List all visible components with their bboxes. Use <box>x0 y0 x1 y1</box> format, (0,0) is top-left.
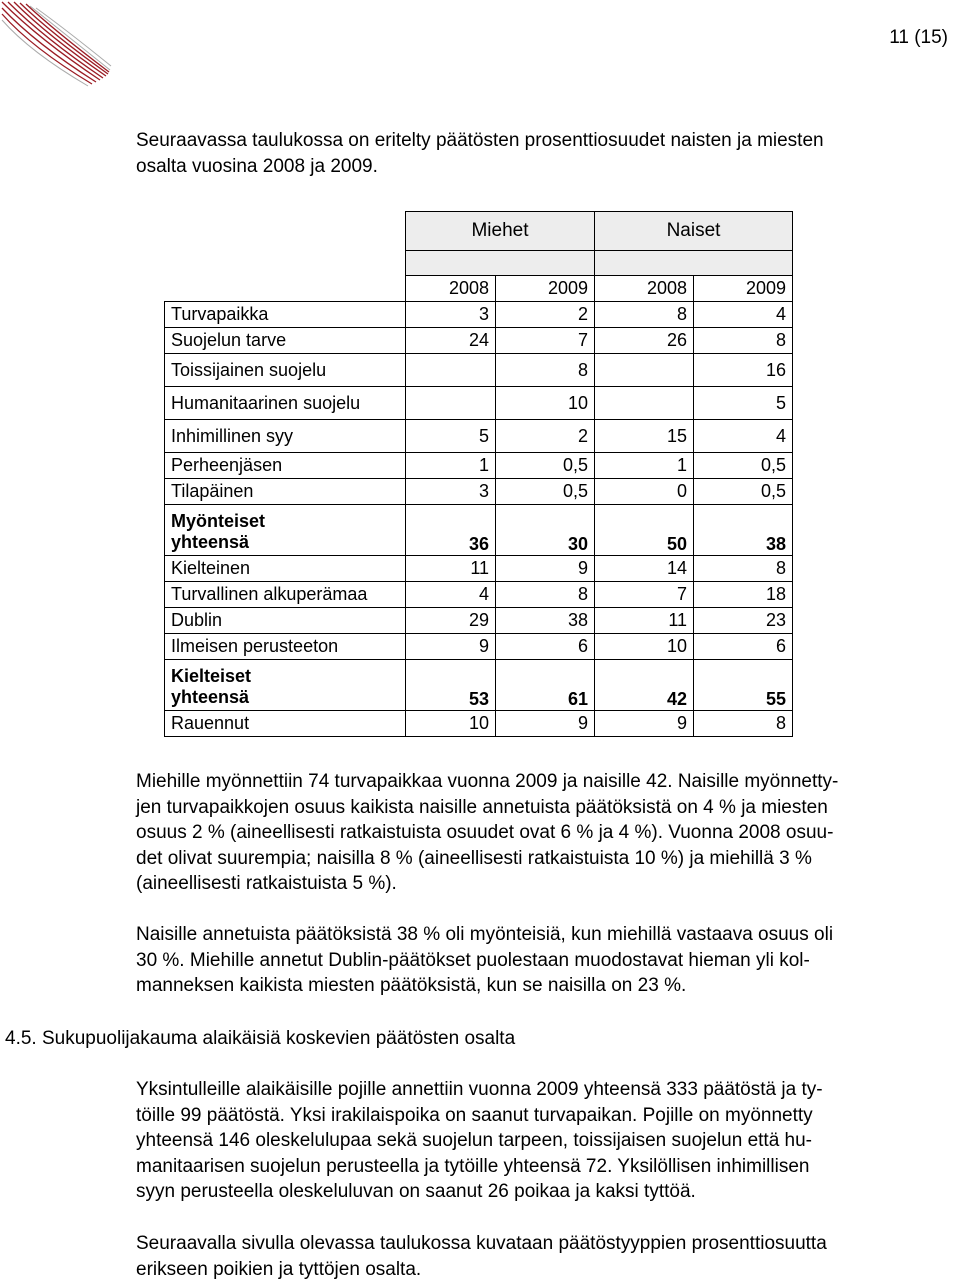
table-row <box>165 608 793 634</box>
table-cell: 16 <box>694 354 793 387</box>
text-line: yhteensä 146 oleskelulupaa sekä suojelun tarpeen, toissijaisen suojelun että hu- <box>136 1130 813 1151</box>
table-cell: 8 <box>694 328 793 354</box>
table-cell: 50 <box>595 505 694 556</box>
table-row <box>165 354 793 387</box>
table-cell: 53 <box>406 660 496 711</box>
row-label: Perheenjäsen <box>165 453 406 479</box>
table-cell: 6 <box>496 634 595 660</box>
body-paragraph <box>136 1077 948 1205</box>
table-cell: 0,5 <box>694 479 793 505</box>
table-cell <box>406 387 496 420</box>
table-cell: 8 <box>496 354 595 387</box>
table-cell: 5 <box>406 420 496 453</box>
text-line: Yksintulleille alaikäisille pojille annettiin vuonna 2009 yhteensä 333 päätöstä ja ty- <box>136 1079 823 1100</box>
row-label: Turvapaikka <box>165 302 406 328</box>
year-header: 2009 <box>496 276 595 302</box>
table-group-header-row <box>165 212 793 251</box>
table-cell: 3 <box>406 302 496 328</box>
table-row <box>165 453 793 479</box>
table-row <box>165 328 793 354</box>
table-row <box>165 634 793 660</box>
text-line: manneksen kaikista miesten päätöksistä, kun se naisilla on 23 %. <box>136 975 687 996</box>
row-label: Kielteinen <box>165 556 406 582</box>
table-cell: 8 <box>694 711 793 737</box>
table-cell: 15 <box>595 420 694 453</box>
body-paragraph <box>136 1231 948 1282</box>
table-cell: 30 <box>496 505 595 556</box>
year-header: 2008 <box>406 276 496 302</box>
decisions-table <box>164 211 793 737</box>
column-group-men: Miehet <box>406 212 595 251</box>
text-line: det olivat suurempia; naisilla 8 % (aineellisesti ratkaistuista 10 %) ja miehillä 3 % <box>136 847 812 869</box>
table-row <box>165 556 793 582</box>
table-cell: 8 <box>694 556 793 582</box>
table-cell: 0,5 <box>694 453 793 479</box>
table-row <box>165 387 793 420</box>
table-cell: 2 <box>496 302 595 328</box>
section-heading: 4.5. Sukupuolijakauma alaikäisiä koskevien päätösten osalta <box>5 1028 516 1049</box>
table-cell <box>595 387 694 420</box>
table-cell: 0,5 <box>496 479 595 505</box>
table-cell: 2 <box>496 420 595 453</box>
row-label: Tilapäinen <box>165 479 406 505</box>
table-cell: 18 <box>694 582 793 608</box>
table-cell: 1 <box>595 453 694 479</box>
text-line: manitaarisen suojelun perusteella ja tytöille yhteensä 72. Yksilöllisen inhimillisen <box>136 1155 810 1177</box>
table-cell: 10 <box>595 634 694 660</box>
table-cell: 4 <box>406 582 496 608</box>
table-row <box>165 582 793 608</box>
row-label: Inhimillinen syy <box>165 420 406 453</box>
table-cell: 8 <box>496 582 595 608</box>
table-cell: 11 <box>406 556 496 582</box>
logo-icon <box>0 0 112 90</box>
table-cell: 4 <box>694 420 793 453</box>
text-line: erikseen poikien ja tyttöjen osalta. <box>136 1258 422 1280</box>
text-line: osuus 2 % (aineellisesti ratkaistuista osuudet ovat 6 % ja 4 %). Vuonna 2008 osuu- <box>136 822 834 843</box>
table-cell: 61 <box>496 660 595 711</box>
text-line: osalta vuosina 2008 ja 2009. <box>136 155 378 177</box>
row-label: Ilmeisen perusteeton <box>165 634 406 660</box>
table-cell: 10 <box>406 711 496 737</box>
table-cell: 7 <box>595 582 694 608</box>
table-cell: 9 <box>496 556 595 582</box>
table-cell: 55 <box>694 660 793 711</box>
table-row <box>165 711 793 737</box>
table-cell: 3 <box>406 479 496 505</box>
table-cell <box>595 354 694 387</box>
row-label-line: Kielteiset <box>171 666 252 686</box>
row-label-line: Myönteiset <box>171 511 266 531</box>
table-cell: 1 <box>406 453 496 479</box>
table-cell: 0 <box>595 479 694 505</box>
table-cell: 6 <box>694 634 793 660</box>
intro-paragraph <box>136 128 948 179</box>
table-cell: 0,5 <box>496 453 595 479</box>
table-cell: 23 <box>694 608 793 634</box>
table-cell: 7 <box>496 328 595 354</box>
table-cell: 9 <box>406 634 496 660</box>
row-label: Toissijainen suojelu <box>165 354 406 387</box>
table-cell: 11 <box>595 608 694 634</box>
table-cell: 10 <box>496 387 595 420</box>
row-label: Rauennut <box>165 711 406 737</box>
table-cell: 9 <box>595 711 694 737</box>
row-label <box>165 660 406 711</box>
text-line: Seuraavassa taulukossa on eritelty päätösten prosenttiosuudet naisten ja miesten <box>136 130 824 151</box>
table-row-total <box>165 505 793 556</box>
table-cell <box>406 354 496 387</box>
year-header: 2009 <box>694 276 793 302</box>
table-cell: 38 <box>496 608 595 634</box>
text-line: 30 %. Miehille annetut Dublin-päätökset puolestaan muodostavat hieman yli kol- <box>136 949 810 971</box>
body-paragraph <box>136 769 948 897</box>
text-line: jen turvapaikkojen osuus kaikista naisille annetuista päätöksistä on 4 % ja miesten <box>136 796 828 818</box>
text-line: Miehille myönnettiin 74 turvapaikkaa vuonna 2009 ja naisille 42. Naisille myönnetty- <box>136 771 839 792</box>
table-cell: 29 <box>406 608 496 634</box>
table-cell: 26 <box>595 328 694 354</box>
text-line: syyn perusteella oleskeluluvan on saanut 26 poikaa ja kaksi tyttöä. <box>136 1181 696 1202</box>
text-line: Seuraavalla sivulla olevassa taulukossa kuvataan päätöstyyppien prosenttiosuutta <box>136 1233 827 1254</box>
table-row <box>165 302 793 328</box>
column-group-women: Naiset <box>595 212 793 251</box>
table-cell: 4 <box>694 302 793 328</box>
table-cell: 24 <box>406 328 496 354</box>
table-cell: 8 <box>595 302 694 328</box>
row-label-line: yhteensä <box>171 687 250 707</box>
text-line: töille 99 päätöstä. Yksi irakilaispoika on saanut turvapaikan. Pojille on myönnetty <box>136 1104 813 1126</box>
row-label: Turvallinen alkuperämaa <box>165 582 406 608</box>
table-row-total <box>165 660 793 711</box>
table-cell: 42 <box>595 660 694 711</box>
row-label: Suojelun tarve <box>165 328 406 354</box>
row-label <box>165 505 406 556</box>
row-label-line: yhteensä <box>171 532 250 552</box>
table-cell: 14 <box>595 556 694 582</box>
table-cell: 5 <box>694 387 793 420</box>
table-cell: 38 <box>694 505 793 556</box>
table-cell: 36 <box>406 505 496 556</box>
table-row <box>165 479 793 505</box>
body-paragraph <box>136 922 948 999</box>
text-line: (aineellisesti ratkaistuista 5 %). <box>136 873 397 894</box>
text-line: Naisille annetuista päätöksistä 38 % oli myönteisiä, kun miehillä vastaava osuus oli <box>136 924 834 945</box>
table-row <box>165 420 793 453</box>
year-header: 2008 <box>595 276 694 302</box>
row-label: Dublin <box>165 608 406 634</box>
table-cell: 9 <box>496 711 595 737</box>
page-number: 11 (15) <box>889 27 948 48</box>
table-year-header-row <box>165 276 793 302</box>
row-label: Humanitaarinen suojelu <box>165 387 406 420</box>
